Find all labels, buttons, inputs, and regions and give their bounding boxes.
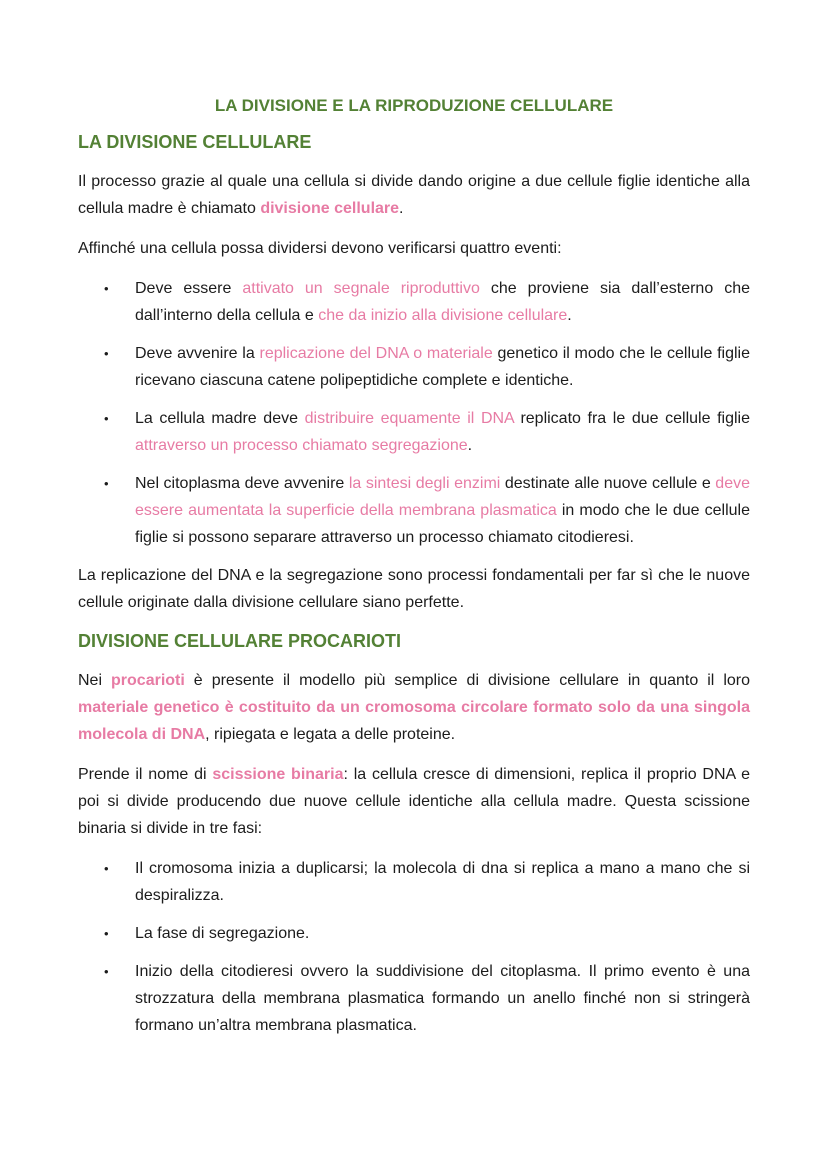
bullet-icon: • bbox=[104, 411, 109, 426]
highlight-run: attraverso un processo chiamato segregazione bbox=[135, 437, 468, 454]
text-run: La cellula madre deve bbox=[135, 410, 305, 427]
highlight-run: divisione cellulare bbox=[260, 200, 400, 217]
text-run: , ripiegata e legata a delle proteine. bbox=[205, 726, 456, 743]
highlight-run: che da inizio alla divisione cellulare bbox=[318, 307, 568, 324]
text-run: . bbox=[567, 307, 572, 324]
bullet-item bbox=[78, 855, 750, 909]
paragraph bbox=[78, 761, 750, 842]
text-run: Prende il nome di bbox=[78, 766, 213, 783]
highlight-run: distribuire equamente il DNA bbox=[304, 410, 514, 427]
text-run: Inizio della citodieresi ovvero la suddivisione del citoplasma. Il primo evento è una strozzatura della membrana plasmatica formando un anello finché non si stringerà formano un’altra membrana plasmatica. bbox=[135, 963, 750, 1034]
text-run: Affinché una cellula possa dividersi devono verificarsi quattro eventi: bbox=[78, 240, 562, 257]
highlight-run: scissione binaria bbox=[212, 766, 344, 783]
text-run: La replicazione del DNA e la segregazione sono processi fondamentali per far sì che le nuove cellule originate dalla divisione cellulare siano perfette. bbox=[78, 567, 750, 611]
text-run: che proviene sia dall’esterno che dall’interno della cellula e bbox=[135, 280, 751, 324]
text-run: in modo che le due cellule figlie si possono separare attraverso un processo chiamato citodieresi. bbox=[135, 502, 750, 546]
bullet-text bbox=[135, 340, 750, 394]
bullet-icon: • bbox=[104, 861, 109, 876]
bullet-text bbox=[135, 275, 750, 329]
bullet-list bbox=[78, 275, 750, 551]
bullet-icon: • bbox=[104, 926, 109, 941]
text-run: . bbox=[399, 200, 404, 217]
text-run: Nel citoplasma deve avvenire bbox=[135, 475, 349, 492]
bullet-item bbox=[78, 470, 750, 551]
bullet-icon: • bbox=[104, 476, 109, 491]
bullet-text bbox=[135, 855, 750, 909]
section-heading: DIVISIONE CELLULARE PROCARIOTI bbox=[78, 631, 402, 651]
bullet-icon: • bbox=[104, 964, 109, 979]
text-run: destinate alle nuove cellule e bbox=[500, 475, 716, 492]
bullet-text bbox=[135, 958, 750, 1039]
highlight-run: deve essere aumentata la superficie della membrana plasmatica bbox=[135, 475, 750, 519]
bullet-item bbox=[78, 275, 750, 329]
paragraph bbox=[78, 168, 750, 222]
highlight-run: materiale genetico è costituito da un cromosoma circolare formato solo da una singola molecola di DNA bbox=[78, 699, 750, 743]
text-run: . bbox=[467, 437, 473, 454]
paragraph bbox=[78, 667, 750, 748]
text-run: replicato fra le due cellule figlie bbox=[513, 410, 751, 427]
text-run: La fase di segregazione. bbox=[135, 925, 310, 942]
text-run: Il processo grazie al quale una cellula si divide dando origine a due cellule figlie identiche alla cellula madre è chiamato bbox=[78, 173, 750, 217]
bullet-text bbox=[135, 920, 750, 947]
section-divisione-procarioti bbox=[78, 629, 750, 1039]
section-divisione-cellulare bbox=[78, 130, 750, 616]
text-run: : la cellula cresce di dimensioni, replica il proprio DNA e poi si divide producendo due nuove cellule identiche alla cellula madre. Questa scissione binaria si divide in tre fasi: bbox=[78, 766, 750, 837]
bullet-item bbox=[78, 920, 750, 947]
text-run: Deve avvenire la bbox=[135, 345, 260, 362]
paragraph bbox=[78, 235, 750, 262]
highlight-run: procarioti bbox=[111, 672, 185, 689]
bullet-item bbox=[78, 340, 750, 394]
document-title: LA DIVISIONE E LA RIPRODUZIONE CELLULARE bbox=[214, 96, 614, 115]
highlight-run: attivato un segnale riproduttivo bbox=[242, 280, 480, 297]
bullet-text bbox=[135, 405, 750, 459]
text-run: Il cromosoma inizia a duplicarsi; la molecola di dna si replica a mano a mano che si despiralizza. bbox=[135, 860, 750, 904]
bullet-icon: • bbox=[104, 281, 109, 296]
bullet-item bbox=[78, 405, 750, 459]
section-heading: LA DIVISIONE CELLULARE bbox=[78, 132, 312, 152]
bullet-item bbox=[78, 958, 750, 1039]
bullet-text bbox=[135, 470, 750, 551]
bullet-icon: • bbox=[104, 346, 109, 361]
bullet-list bbox=[78, 855, 750, 1039]
text-run: Deve essere bbox=[135, 280, 243, 297]
highlight-run: la sintesi degli enzimi bbox=[348, 475, 501, 492]
paragraph bbox=[78, 562, 750, 616]
text-run: genetico il modo che le cellule figlie ricevano ciascuna catene polipeptidiche complete e identiche. bbox=[135, 345, 751, 389]
highlight-run: replicazione del DNA o materiale bbox=[259, 345, 493, 362]
text-run: è presente il modello più semplice di divisione cellulare in quanto il loro bbox=[184, 672, 751, 689]
text-run: Nei bbox=[78, 672, 112, 689]
